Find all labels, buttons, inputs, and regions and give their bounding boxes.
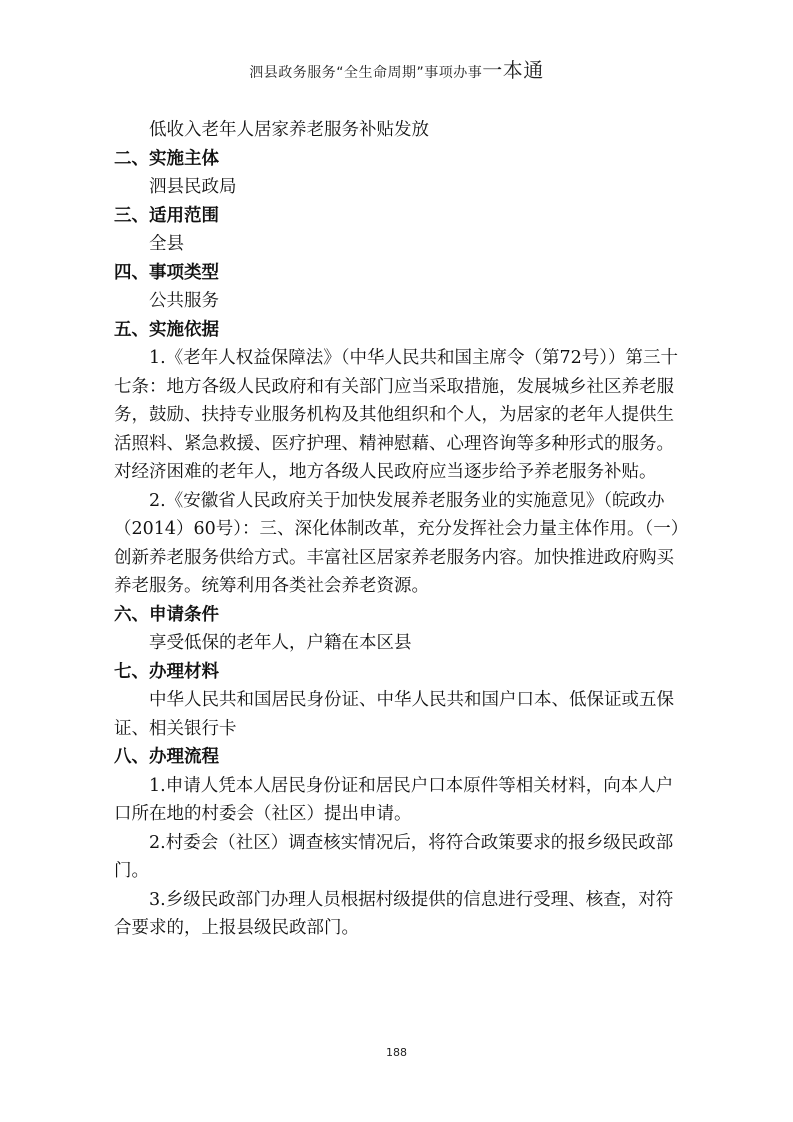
header-title: 泗县政务服务“全生命周期”事项办事 bbox=[249, 65, 483, 81]
section-heading: 七、办理材料 bbox=[114, 661, 219, 682]
section-heading: 二、实施主体 bbox=[114, 148, 219, 169]
paragraph: 1.申请人凭本人居民身份证和居民户口本原件等相关材料，向本人户口所在地的村委会（社区）提出申请。 bbox=[114, 775, 674, 824]
paragraph: 公共服务 bbox=[149, 291, 219, 311]
page-number: 188 bbox=[386, 1046, 407, 1059]
paragraph: 2.村委会（社区）调查核实情况后，将符合政策要求的报乡级民政部门。 bbox=[114, 832, 674, 881]
paragraph: 3.乡级民政部门办理人员根据村级提供的信息进行受理、核查，对符合要求的，上报县级民政部门。 bbox=[114, 889, 674, 938]
section-heading: 八、办理流程 bbox=[114, 747, 219, 767]
paragraph: 1.《老年人权益保障法》（中华人民共和国主席令（第72号））第三十七条：地方各级人民政府和有关部门应当采取措施，发展城乡社区养老服务，鼓励、扶持专业服务机构及其他组织和个人，为居家的老年人提供生活照料、紧急救援、医疗护理、精神慰藉、心理咨询等多种形式的服务。对经济困难的老年人，地方各级人民政府应当逐步给予养老服务补贴。 bbox=[114, 348, 678, 482]
paragraph: 低收入老年人居家养老服务补贴发放 bbox=[149, 120, 429, 140]
paragraph: 享受低保的老年人，户籍在本区县 bbox=[149, 633, 412, 653]
section-heading: 五、实施依据 bbox=[114, 319, 219, 340]
section-heading: 三、适用范围 bbox=[114, 205, 219, 226]
paragraph: 中华人民共和国居民身份证、中华人民共和国户口本、低保证或五保证、相关银行卡 bbox=[114, 690, 674, 739]
section-heading: 六、申请条件 bbox=[114, 604, 219, 625]
paragraph: 2.《安徽省人民政府关于加快发展养老服务业的实施意见》（皖政办（2014）60号）：三、深化体制改革，充分发挥社会力量主体作用。（一）创新养老服务供给方式。丰富社区居家养老服务内容。加快推进政府购买养老服务。统筹利用各类社会养老资源。 bbox=[114, 490, 680, 596]
paragraph: 泗县民政局 bbox=[149, 177, 237, 197]
document-body bbox=[114, 116, 682, 943]
paragraph: 全县 bbox=[149, 234, 184, 254]
header-title-emphasis: 一本通 bbox=[482, 58, 544, 82]
page-header bbox=[0, 54, 793, 83]
section-heading: 四、事项类型 bbox=[114, 262, 219, 283]
